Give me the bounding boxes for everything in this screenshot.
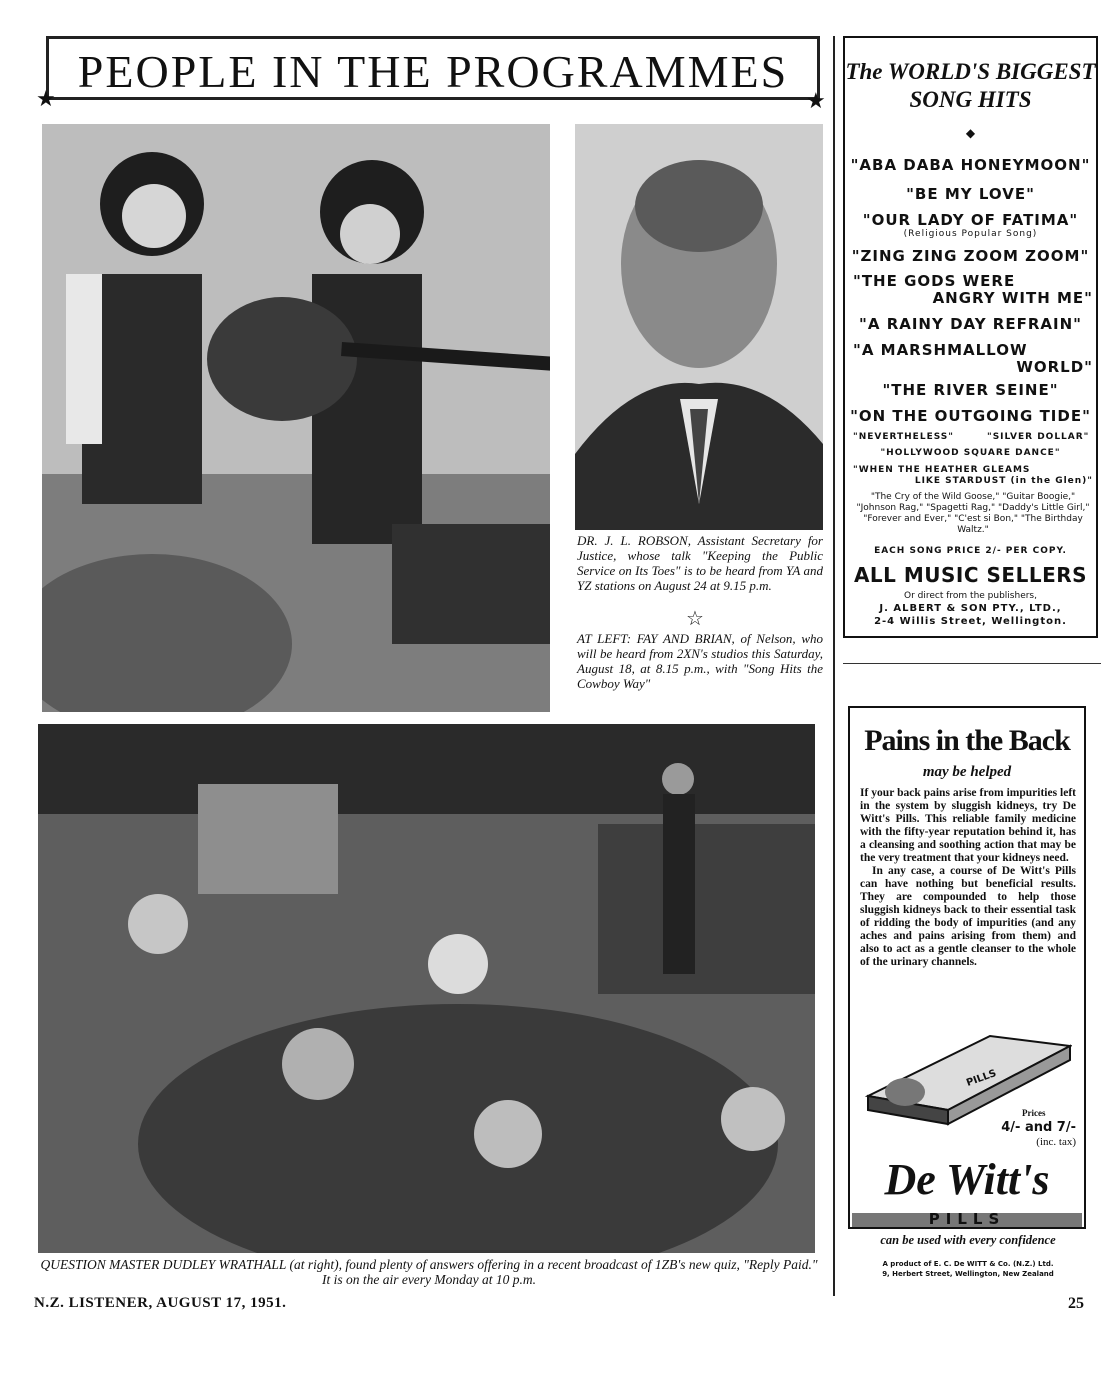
song-item: "BE MY LOVE" <box>906 185 1035 203</box>
pills-ad-subtitle: may be helped <box>922 764 1012 780</box>
song-item: "ZING ZING ZOOM ZOOM" <box>851 247 1090 265</box>
song-item: ANGRY WITH ME" <box>932 289 1093 307</box>
photo-wrathall-quiz <box>38 724 815 1253</box>
pills-ad-paragraph-1: If your back pains arise from impurities left in the system by sluggish kidneys, try De Witt's Pills. This reliable family medicine with the fifty-year reputation behind it, has a cleansing and soothing action that may be the very treatment that your kidneys need. <box>860 787 1076 864</box>
song-item-small: "SILVER DOLLAR" <box>987 432 1090 442</box>
caption-fay-brian: AT LEFT: FAY AND BRIAN, of Nelson, who will be heard from 2XN's studios this Saturday, August 18, at 8.15 p.m., with "Song Hits the Cowboy Way" <box>577 631 823 691</box>
song-item: "THE RIVER SEINE" <box>882 381 1059 399</box>
pills-product-of: A product of E. C. De WITT & Co. (N.Z.) Ltd. <box>882 1260 1054 1268</box>
song-item: "THE GODS WERE <box>853 272 1016 290</box>
page-number: 25 <box>1068 1295 1084 1312</box>
song-item: "ON THE OUTGOING TIDE" <box>850 407 1091 425</box>
pills-ad-paragraph-2: In any case, a course of De Witt's Pills can have nothing but beneficial results. They are compounded to help those sluggish kidneys back to their essential task of ridding the body of impurities (and any aches and pains arising from them) and also to act as a gentle cleanser to the whole of the urinary channels. <box>860 865 1076 968</box>
direct-line: Or direct from the publishers, <box>904 591 1037 601</box>
song-price: EACH SONG PRICE 2/- PER COPY. <box>874 546 1067 556</box>
song-item: "ABA DABA HONEYMOON" <box>850 156 1091 174</box>
caption-wrathall: QUESTION MASTER DUDLEY WRATHALL (at right), found plenty of answers offering in a recent broadcast of 1ZB's new quiz, "Reply Paid." It is on the air every Monday at 10 p.m. <box>40 1257 818 1287</box>
caption-robson: DR. J. L. ROBSON, Assistant Secretary for Justice, whose talk "Keeping the Public Service on Its Toes" is to be heard from YA and YZ stations on August 24 at 9.15 p.m. <box>577 533 823 593</box>
song-item-small: LIKE STARDUST (in the Glen)" <box>914 476 1093 486</box>
star-outline-icon: ☆ <box>686 608 704 630</box>
song-item-small: "HOLLYWOOD SQUARE DANCE" <box>880 448 1061 458</box>
song-item: "A MARSHMALLOW <box>853 341 1028 359</box>
song-item-small: "NEVERTHELESS" <box>853 432 954 442</box>
dewitts-pills-ad <box>848 706 1086 1229</box>
song-note: (Religious Popular Song) <box>903 229 1038 239</box>
song-item: "A RAINY DAY REFRAIN" <box>859 315 1082 333</box>
photo-fay-and-brian <box>42 124 550 712</box>
column-rule <box>833 36 835 1296</box>
song-item: WORLD" <box>1016 358 1093 376</box>
song-hits-ad <box>843 36 1098 638</box>
publisher-address: 2-4 Willis Street, Wellington. <box>874 616 1067 627</box>
diamond-icon: ◆ <box>965 126 976 140</box>
star-icon-left: ★ <box>36 86 56 111</box>
photo-robson <box>575 124 823 530</box>
pills-product-address: 9, Herbert Street, Wellington, New Zealand <box>882 1270 1054 1278</box>
pill-prices: 4/- and 7/- <box>1001 1120 1076 1135</box>
tax-note: (inc. tax) <box>1036 1136 1076 1148</box>
song-ad-title <box>845 58 1096 114</box>
prices-label: Prices <box>1022 1108 1046 1118</box>
song-ad-title-line1: The WORLD'S BIGGEST <box>845 59 1096 84</box>
song-item-small: "WHEN THE HEATHER GLEAMS <box>853 465 1031 475</box>
dewitts-brand: De Witt's <box>884 1155 1050 1204</box>
footer-publication: N.Z. LISTENER, AUGUST 17, 1951. <box>34 1295 287 1311</box>
pills-tagline: can be used with every confidence <box>880 1233 1056 1247</box>
page-title: PEOPLE IN THE PROGRAMMES <box>77 46 789 97</box>
pills-ad-body <box>860 787 1076 969</box>
song-ad-title-line2: SONG HITS <box>909 87 1032 112</box>
publisher: J. ALBERT & SON PTY., LTD., <box>879 603 1062 614</box>
song-item: "OUR LADY OF FATIMA" <box>862 211 1079 229</box>
ad-divider <box>843 663 1101 664</box>
music-sellers: ALL MUSIC SELLERS <box>853 563 1088 587</box>
star-icon-right: ★ <box>806 88 826 113</box>
pills-ad-title: Pains in the Back <box>864 724 1070 757</box>
pill-box-label: PILLS <box>965 1068 998 1089</box>
section-header <box>46 36 820 100</box>
other-songs: "The Cry of the Wild Goose," "Guitar Boogie," "Johnson Rag," "Spagetti Rag," "Daddy's Little Girl," "Forever and Ever," "C'est si Bon," "The Birthday Waltz." <box>856 492 1090 535</box>
pills-band-label: PILLS <box>928 1210 1006 1228</box>
